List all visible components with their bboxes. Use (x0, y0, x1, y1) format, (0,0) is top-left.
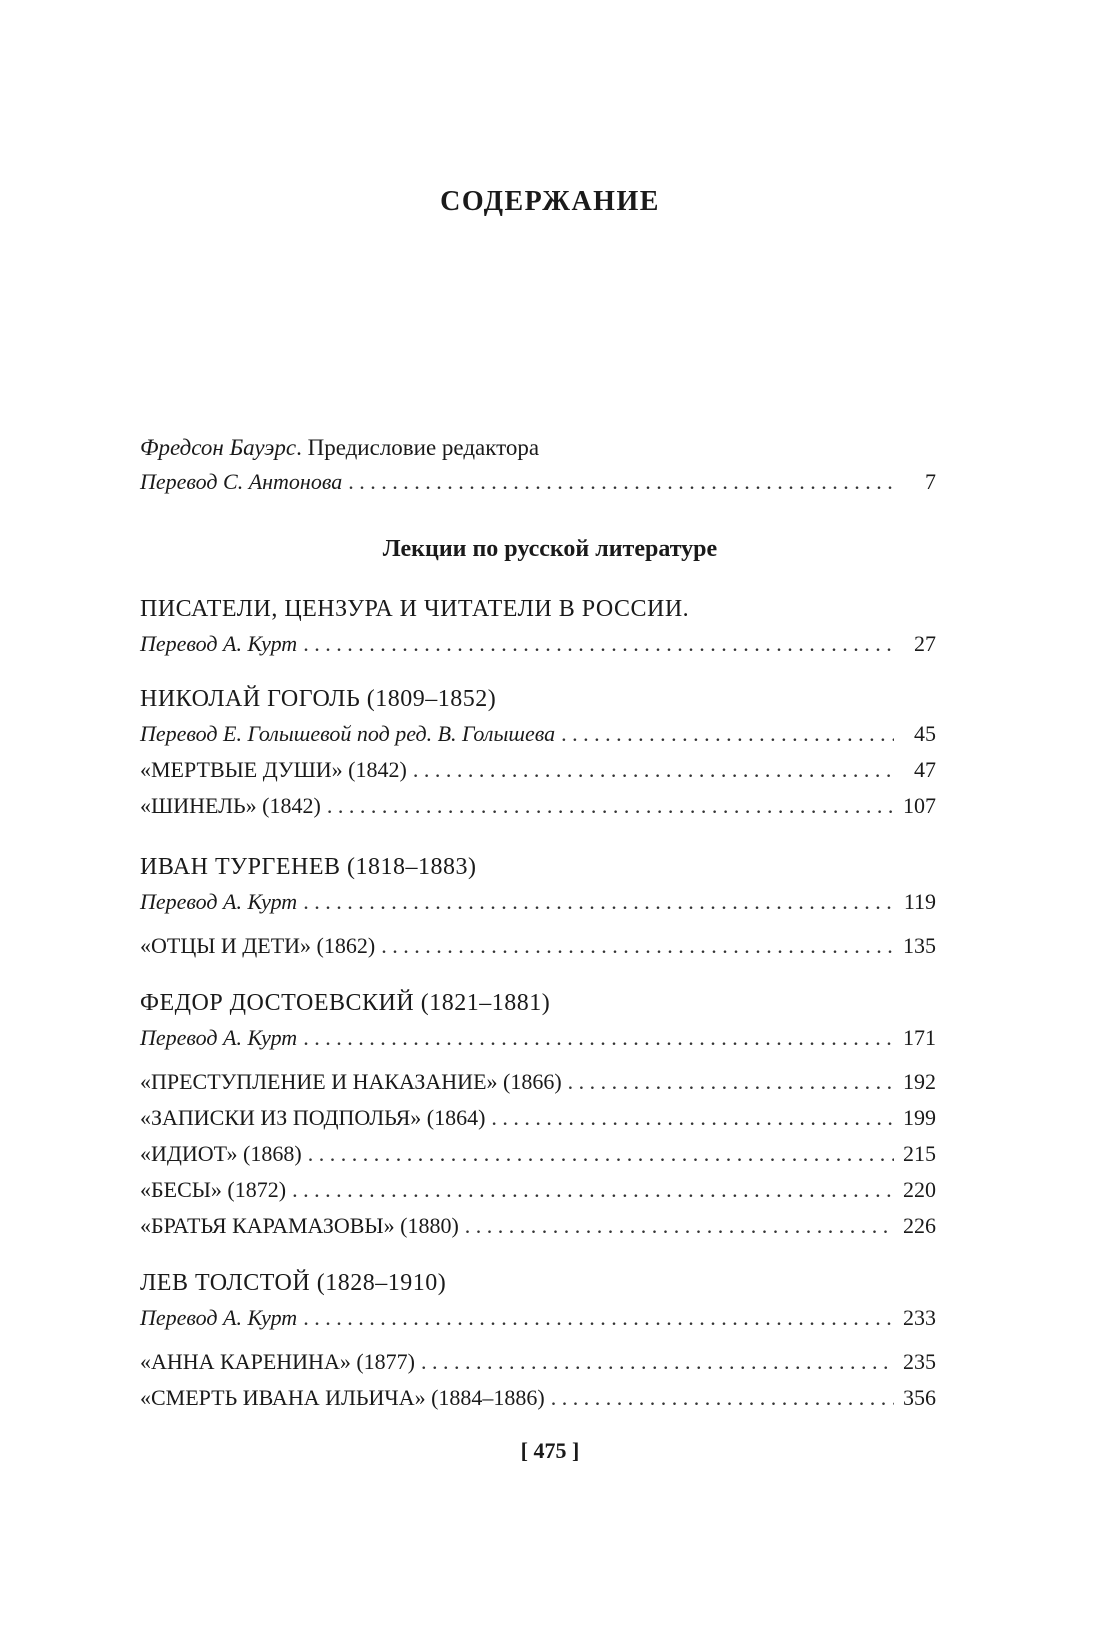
leader-dots (303, 1020, 894, 1056)
page-number: 192 (903, 1069, 936, 1094)
work-entry[interactable] (140, 1100, 936, 1136)
toc-block (140, 1266, 936, 1416)
page-number: 107 (903, 793, 936, 818)
toc-preface (140, 432, 936, 500)
work-entry[interactable] (140, 928, 936, 964)
leader-dots (465, 1208, 894, 1244)
work-entry[interactable] (140, 1380, 936, 1416)
page-number: 220 (903, 1177, 936, 1202)
work-title: «ИДИОТ» (1868) (140, 1141, 302, 1166)
leader-dots (303, 884, 894, 920)
work-entry[interactable] (140, 1136, 936, 1172)
leader-dots (551, 1380, 894, 1416)
work-entry[interactable] (140, 752, 936, 788)
work-title: «ПРЕСТУПЛЕНИЕ И НАКАЗАНИЕ» (1866) (140, 1069, 562, 1094)
preface-translator: Перевод С. Антонова (140, 469, 343, 494)
page-number: 27 (914, 631, 936, 656)
leader-dots (348, 464, 894, 500)
leader-dots (491, 1100, 894, 1136)
work-entry[interactable] (140, 1172, 936, 1208)
page-number: 215 (903, 1141, 936, 1166)
preface-translator-entry[interactable] (140, 464, 936, 500)
page-number: 135 (903, 933, 936, 958)
page-folio: [ 475 ] (520, 1438, 580, 1463)
block-heading: ИВАН ТУРГЕНЕВ (1818–1883) (140, 854, 477, 880)
page-number: 45 (914, 721, 936, 746)
work-title: «СМЕРТЬ ИВАНА ИЛЬИЧА» (1884–1886) (140, 1385, 545, 1410)
leader-dots (381, 928, 894, 964)
page-title: СОДЕРЖАНИЕ (440, 186, 660, 217)
page-number: 7 (925, 469, 936, 494)
section-title: Лекции по русской литературе (382, 536, 718, 562)
work-title: «БРАТЬЯ КАРАМАЗОВЫ» (1880) (140, 1213, 459, 1238)
translator-entry[interactable] (140, 1300, 936, 1336)
toc-block (140, 850, 936, 964)
work-title: «БЕСЫ» (1872) (140, 1177, 287, 1202)
translator-entry[interactable] (140, 716, 936, 752)
work-title: «ШИНЕЛЬ» (1842) (140, 793, 321, 818)
translator-label: Перевод Е. Голышевой под ред. В. Голышева (140, 721, 556, 746)
translator-label: Перевод А. Курт (140, 1025, 298, 1050)
leader-dots (292, 1172, 894, 1208)
translator-entry[interactable] (140, 626, 936, 662)
page-number: 233 (903, 1305, 936, 1330)
translator-label: Перевод А. Курт (140, 889, 298, 914)
leader-dots (327, 788, 894, 824)
leader-dots (308, 1136, 894, 1172)
block-heading: ПИСАТЕЛИ, ЦЕНЗУРА И ЧИТАТЕЛИ В РОССИИ. (140, 596, 690, 622)
toc-block (140, 682, 936, 824)
page-number: 171 (903, 1025, 936, 1050)
preface-author: Фредсон Бауэрс (140, 435, 297, 460)
page-number: 226 (903, 1213, 936, 1238)
page-number: 235 (903, 1349, 936, 1374)
leader-dots (303, 1300, 894, 1336)
leader-dots (413, 752, 894, 788)
translator-entry[interactable] (140, 1020, 936, 1056)
translator-entry[interactable] (140, 884, 936, 920)
block-heading: ФЕДОР ДОСТОЕВСКИЙ (1821–1881) (140, 990, 551, 1016)
work-title: «ЗАПИСКИ ИЗ ПОДПОЛЬЯ» (1864) (140, 1105, 486, 1130)
work-title: «ОТЦЫ И ДЕТИ» (1862) (140, 933, 376, 958)
work-entry[interactable] (140, 1344, 936, 1380)
page-number: 119 (903, 889, 936, 914)
toc-block (140, 986, 936, 1244)
work-title: «АННА КАРЕНИНА» (1877) (140, 1349, 415, 1374)
leader-dots (568, 1064, 894, 1100)
work-entry[interactable] (140, 788, 936, 824)
block-heading: НИКОЛАЙ ГОГОЛЬ (1809–1852) (140, 686, 497, 712)
preface-title: . Предисловие редактора (296, 435, 540, 460)
page-number: 356 (903, 1385, 936, 1410)
leader-dots (561, 716, 894, 752)
work-entry[interactable] (140, 1208, 936, 1244)
toc-block (140, 592, 936, 662)
translator-label: Перевод А. Курт (140, 631, 298, 656)
leader-dots (421, 1344, 894, 1380)
work-entry[interactable] (140, 1064, 936, 1100)
page-number: 199 (903, 1105, 936, 1130)
translator-label: Перевод А. Курт (140, 1305, 298, 1330)
page-number: 47 (914, 757, 936, 782)
block-heading: ЛЕВ ТОЛСТОЙ (1828–1910) (140, 1270, 447, 1296)
preface-line (140, 432, 936, 464)
work-title: «МЕРТВЫЕ ДУШИ» (1842) (140, 757, 407, 782)
leader-dots (303, 626, 894, 662)
